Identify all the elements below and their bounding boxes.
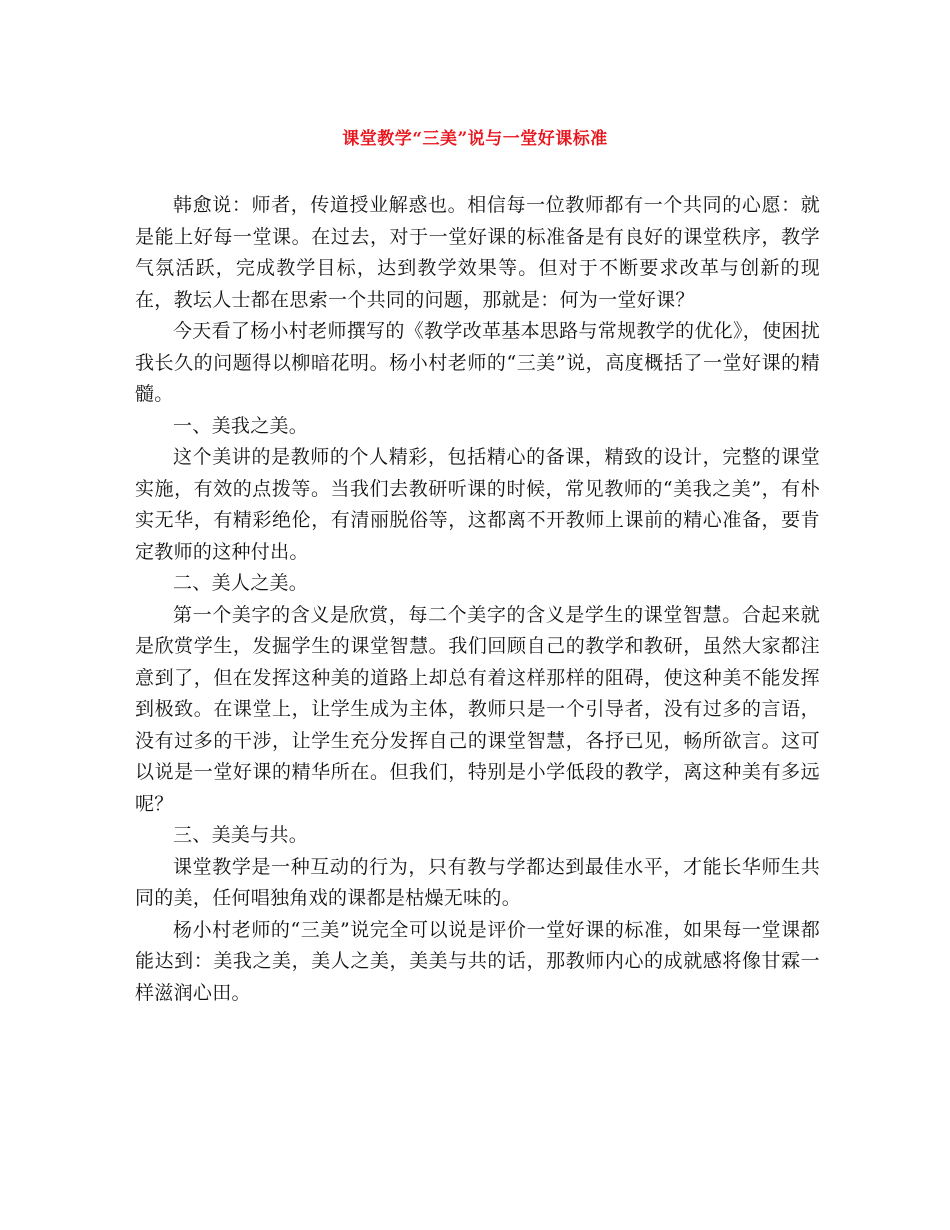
section-heading-3: 三、美美与共。 (173, 824, 309, 846)
paragraph-section-2: 第一个美字的含义是欣赏，每二个美字的含义是学生的课堂智慧。合起来就是欣赏学生，发掘学生的课堂智慧。我们回顾自己的教学和教研，虽然大家都注意到了，但在发挥这种美的道路上却总有着这样那样的阻碍，使这种美不能发挥到极致。在课堂上，让学生成为主体，教师只是一个引导者，没有过多的言语，没有过多的干涉，让学生充分发挥自己的课堂智慧，各抒已见，畅所欲言。这可以说是一堂好课的精华所在。但我们，特别是小学低段的教学，离这种美有多远呢？ (135, 603, 820, 815)
paragraph-conclusion: 杨小村老师的“三美”说完全可以说是评价一堂好课的标准，如果每一堂课都能达到：美我之美，美人之美，美美与共的话，那教师内心的成就感将像甘霖一样滋润心田。 (135, 918, 820, 1004)
paragraph-section-1: 这个美讲的是教师的个人精彩，包括精心的备课，精致的设计，完整的课堂实施，有效的点拨等。当我们去教研听课的时候，常见教师的“美我之美”，有朴实无华，有精彩绝伦，有清丽脱俗等，这都离不开教师上课前的精心准备，要肯定教师的这种付出。 (135, 446, 820, 563)
paragraph-section-3: 课堂教学是一种互动的行为，只有教与学都达到最佳水平，才能长华师生共同的美，任何唱独角戏的课都是枯燥无味的。 (135, 855, 820, 909)
paragraph-intro: 韩愈说：师者，传道授业解惑也。相信每一位教师都有一个共同的心愿：就是能上好每一堂课。在过去，对于一堂好课的标准备是有良好的课堂秩序，教学气氛活跃，完成教学目标，达到教学效果等。但对于不断要求改革与创新的现在，教坛人士都在思索一个共同的问题，那就是：何为一堂好课？ (135, 194, 820, 311)
document-title: 课堂教学“三美”说与一堂好课标准 (342, 129, 608, 149)
document-body (135, 190, 820, 1009)
section-heading-2: 二、美人之美。 (173, 572, 309, 594)
section-heading-1: 一、美我之美。 (173, 414, 309, 437)
paragraph-reading: 今天看了杨小村老师撰写的《教学改革基本思路与常规教学的优化》，使困扰我长久的问题得以柳暗花明。杨小村老师的“三美”说，高度概括了一堂好课的精髓。 (135, 320, 820, 405)
